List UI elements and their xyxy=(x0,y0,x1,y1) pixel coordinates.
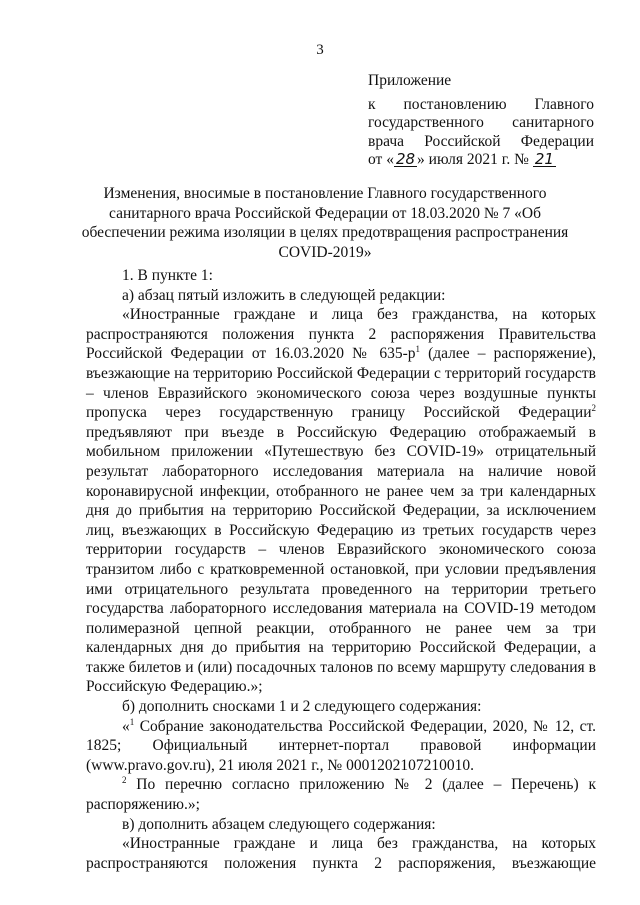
paragraph-item-1: 1. В пункте 1: xyxy=(122,267,213,284)
date-middle: » июля 2021 г. № xyxy=(417,151,529,168)
paragraph-subitem-v: в) дополнить абзацем следующего содержания: xyxy=(122,815,436,833)
paragraph-new-text xyxy=(86,305,596,697)
paragraph-subitem-b: б) дополнить сносками 1 и 2 следующего содержания: xyxy=(122,698,482,716)
paragraph-text: «Иностранные граждане и лица без гражданства, на которых распространяются положения пункта 2 распоряжения Правительства Российской Федерации от 16.03.2020 № 635-р xyxy=(86,306,596,363)
footnote-2-text xyxy=(86,775,596,814)
footnote-1-text xyxy=(86,717,596,776)
footnote-text: Собрание законодательства Российской Федерации, 2020, № 12, ст. 1825; Официальный интернет-портал правовой информации (www.pravo.gov.ru), 21 июля 2021 г., № 0001202107210010. xyxy=(86,717,596,774)
page-number: 3 xyxy=(316,42,324,58)
footnote-ref-2: 2 xyxy=(591,403,596,414)
footnote-mark-1: 1 xyxy=(129,716,135,727)
appendix-line-4: врача Российской Федерации xyxy=(368,132,594,150)
date-prefix: от « xyxy=(368,151,394,168)
paragraph-text: (далее – распоряжение), въезжающие на территорию Российской Федерации с территорий государств – членов Евразийского экономического союза через воздушные пункты пропуска через государственную границу Российской Федерации xyxy=(86,345,596,422)
document-title: Изменения, вносимые в постановление Главного государственного санитарного врача Российской Федерации от 18.03.2020 № 7 «Об обеспечении режима изоляции в целях предотвращения распространения COVID-2019» xyxy=(81,185,569,261)
document-body xyxy=(86,266,596,873)
appendix-date-line xyxy=(368,151,594,170)
footnote-text: По перечню согласно приложению № 2 (далее – Перечень) к распоряжению.»; xyxy=(86,776,596,814)
appendix-line-3: государственного санитарного xyxy=(368,114,594,131)
quote-open: « xyxy=(122,717,130,735)
handwritten-number: 21 xyxy=(534,150,554,168)
appendix-label: Приложение xyxy=(368,72,452,89)
footnote-ref-1: 1 xyxy=(415,344,420,355)
footnote-mark-2: 2 xyxy=(122,775,127,786)
handwritten-day: 28 xyxy=(395,150,416,168)
paragraph-text: предъявляют при въезде в Российскую Федерацию отображаемый в мобильном приложении «Путешествую без COVID-19» отрицательный результат лабораторного исследования материала на наличие новой коронавирусной инфекции, отобранного не ранее чем за три календарных дня до прибытия на территорию Российской Федерации, за исключением лиц, въезжающих в Российскую Федерацию из третьих государств через территории государств – членов Евразийского экономического союза транзитом либо с кратковременной остановкой, при условии предъявления ими отрицательного результата проведенного на территории третьего государства лабораторного исследования материала на COVID-19 методом полимеразной цепной реакции, отобранного не ранее чем за три календарных дня до прибытия на территорию Российской Федерации, а также билетов и (или) посадочных талонов по всему маршруту следования в Российскую Федерацию.»; xyxy=(86,423,596,696)
paragraph-new-text-2: «Иностранные граждане и лица без гражданства, на которых распространяются положения пункта 2 распоряжения, въезжающие xyxy=(86,835,596,872)
appendix-line-2: к постановлению Главного xyxy=(368,95,594,113)
paragraph-subitem-a: а) абзац пятый изложить в следующей редакции: xyxy=(122,286,446,304)
appendix-header xyxy=(368,72,594,170)
